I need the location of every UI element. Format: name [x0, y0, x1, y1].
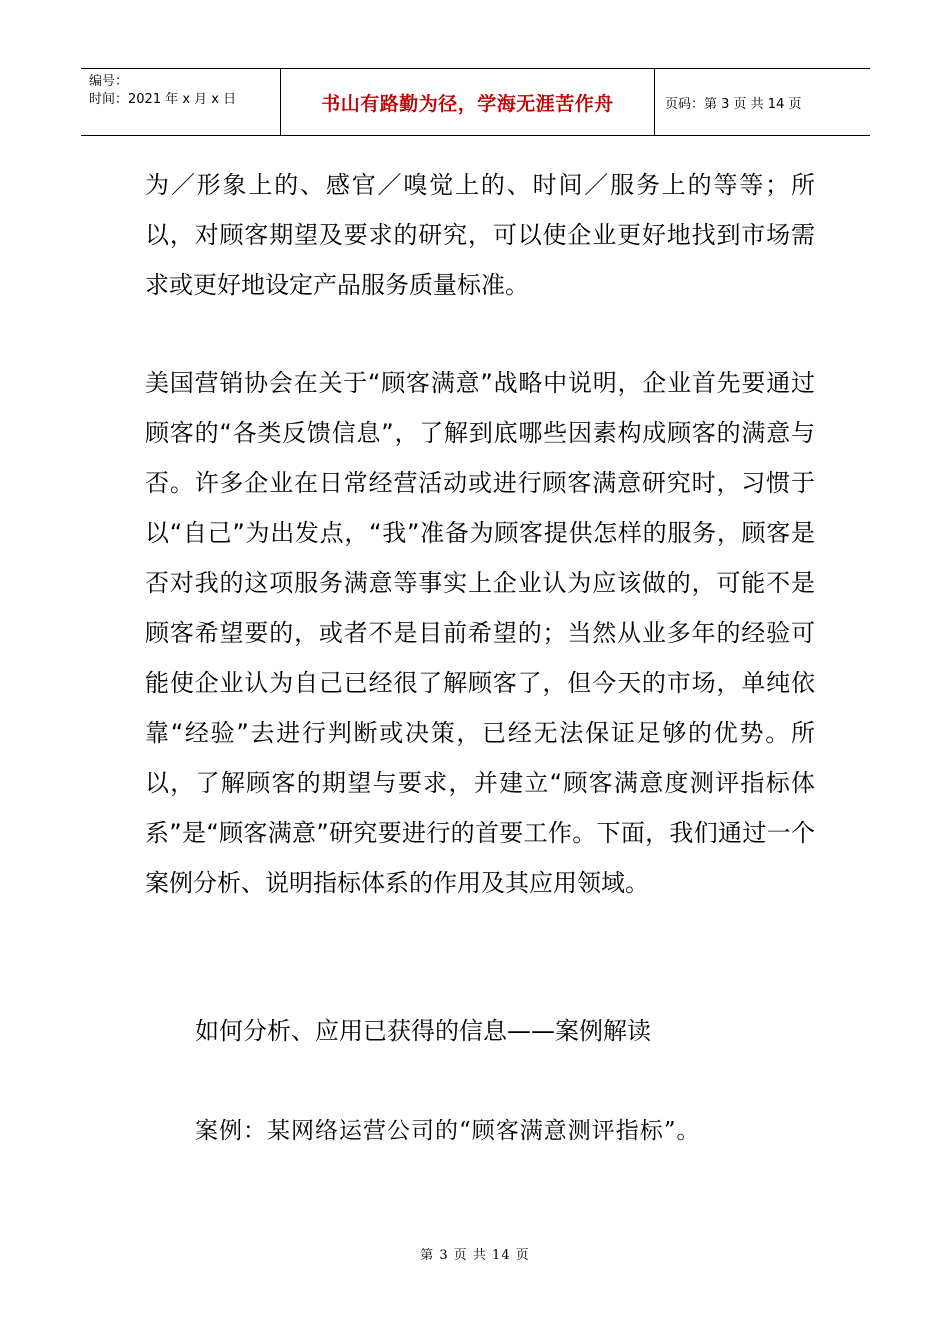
paragraph-1: 为／形象上的、感官／嗅觉上的、时间／服务上的等等；所以，对顾客期望及要求的研究，可以使企业更好地找到市场需求或更好地设定产品服务质量标准。: [145, 171, 815, 299]
paragraph-2: 美国营销协会在关于“顾客满意”战略中说明，企业首先要通过顾客的“各类反馈信息”，了解到底哪些因素构成顾客的满意与否。许多企业在日常经营活动或进行顾客满意研究时，习惯于以“自己”为出发点，“我”准备为顾客提供怎样的服务，顾客是否对我的这项服务满意等事实上企业认为应该做的，可能不是顾客希望要的，或者不是目前希望的；当然从业多年的经验可能使企业认为自己已经很了解顾客了，但今天的市场，单纯依靠“经验”去进行判断或决策，已经无法保证足够的优势。所以，了解顾客的期望与要求，并建立“顾客满意度测评指标体系”是“顾客满意”研究要进行的首要工作。下面，我们通过一个案例分析、说明指标体系的作用及其应用领域。: [145, 369, 815, 897]
header-motto: 书山有路勤为径，学海无涯苦作舟: [281, 69, 655, 135]
header-meta: [81, 69, 281, 135]
page-header: [81, 68, 870, 136]
page-footer: 第 3 页 共 14 页: [420, 1248, 530, 1263]
header-page-info: 页码：第 3 页 共 14 页: [665, 96, 802, 112]
header-number-label: 编号：: [89, 74, 129, 89]
header-time-label: 时间：2021 年 x 月 x 日: [89, 92, 237, 107]
case-line: 案例：某网络运营公司的“顾客满意测评指标”。: [195, 1118, 701, 1144]
section-heading: 如何分析、应用已获得的信息——案例解读: [195, 1017, 651, 1045]
